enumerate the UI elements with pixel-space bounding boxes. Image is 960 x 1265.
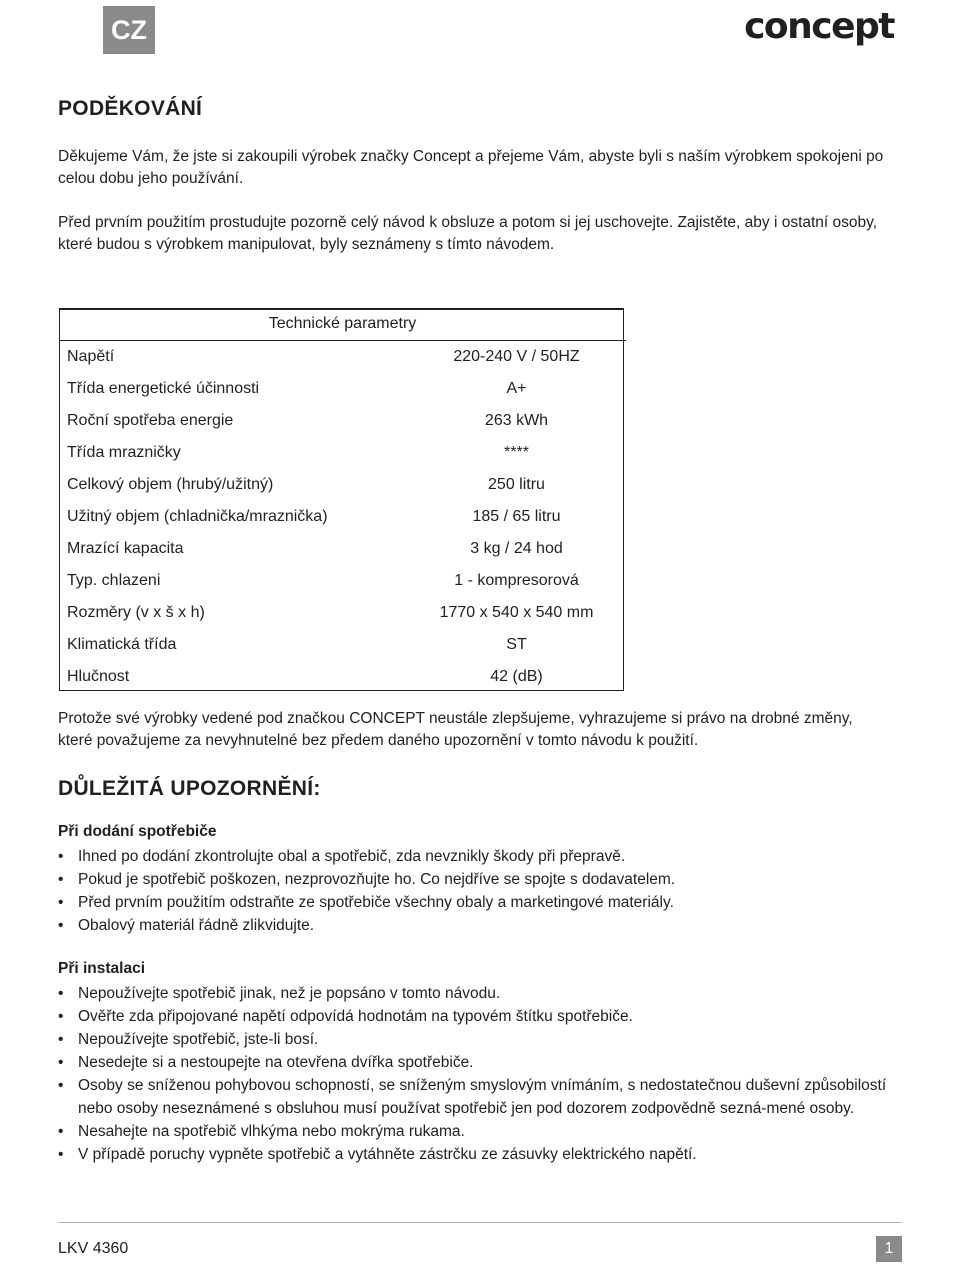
list-item-text: Pokud je spotřebič poškozen, nezprovozňujte ho. Co nejdříve se spojte s dodavatelem. — [78, 871, 676, 888]
list-item — [58, 868, 903, 891]
brand-logo: concept — [744, 6, 894, 47]
spec-label: Třída mrazničky — [67, 444, 181, 461]
thanks-paragraph-1: Děkujeme Vám, že jste si zakoupili výrobek značky Concept a přejeme Vám, abyste byli s naším výrobkem spokojeni po celou dobu jeho používání. — [58, 148, 884, 187]
spec-table — [59, 308, 626, 693]
list-item — [58, 1120, 903, 1143]
spec-row — [59, 373, 626, 405]
bullet-icon: • — [58, 1008, 64, 1025]
thanks-paragraph-2: Před prvním použitím prostudujte pozorně celý návod k obsluze a potom si jej uschovejte. Zajistěte, aby i ostatní osoby, které budou s výrobkem manipulovat, byly seznámeny s tímto návodem. — [58, 214, 878, 253]
list-item-text: Nepoužívejte spotřebič, jste-li bosí. — [78, 1031, 319, 1048]
spec-label: Třída energetické účinnosti — [67, 380, 260, 397]
model-number: LKV 4360 — [58, 1240, 129, 1257]
spec-row — [59, 565, 626, 597]
list-item — [58, 914, 903, 937]
spec-label: Napětí — [67, 348, 115, 365]
bullet-icon: • — [58, 1054, 64, 1071]
list-item-text: Nesahejte na spotřebič vlhkýma nebo mokrýma rukama. — [78, 1123, 465, 1140]
spec-value: 3 kg / 24 hod — [470, 540, 563, 557]
bullet-icon: • — [58, 917, 64, 934]
list-item-text: Ověřte zda připojované napětí odpovídá hodnotám na typovém štítku spotřebiče. — [78, 1008, 633, 1025]
spec-row — [59, 629, 626, 661]
list-item — [58, 982, 903, 1005]
spec-label: Hlučnost — [67, 668, 130, 685]
spec-row — [59, 533, 626, 565]
list-item-text: Obalový materiál řádně zlikvidujte. — [78, 917, 315, 934]
language-badge: CZ — [103, 6, 155, 54]
spec-row — [59, 405, 626, 437]
bullet-icon: • — [58, 894, 64, 911]
spec-row — [59, 437, 626, 469]
list-item-text: Nesedejte si a nestoupejte na otevřena dvířka spotřebiče. — [78, 1054, 474, 1071]
spec-value: 220-240 V / 50HZ — [453, 348, 580, 365]
section-title-thanks: PODĚKOVÁNÍ — [58, 97, 203, 120]
list-item — [58, 845, 903, 868]
notice-paragraph: Protože své výrobky vedené pod značkou CONCEPT neustále zlepšujeme, vyhrazujeme si právo na drobné změny, které považujeme za nevyhnutelné bez předem daného upozornění v tomto návodu k použití. — [58, 710, 853, 749]
spec-label: Celkový objem (hrubý/užitný) — [67, 476, 274, 493]
bullet-icon: • — [58, 1146, 64, 1163]
spec-value: 1 - kompresorová — [454, 572, 579, 589]
list-item-text: Nepoužívejte spotřebič jinak, než je popsáno v tomto návodu. — [78, 985, 501, 1002]
spec-row — [59, 469, 626, 501]
page-header — [0, 0, 960, 56]
list-item — [58, 1005, 903, 1028]
bullet-icon: • — [58, 871, 64, 888]
spec-table-header — [59, 308, 626, 341]
spec-label: Klimatická třída — [67, 636, 177, 653]
spec-row — [59, 341, 626, 374]
subheading-installation: Při instalaci — [58, 960, 146, 977]
list-item — [58, 1074, 903, 1120]
installation-list — [58, 982, 903, 1166]
bullet-icon: • — [58, 1123, 64, 1140]
subheading-delivery: Při dodání spotřebiče — [58, 823, 217, 840]
footer-divider — [58, 1222, 902, 1223]
spec-value: 1770 x 540 x 540 mm — [439, 604, 594, 621]
bullet-icon: • — [58, 848, 64, 865]
bullet-icon: • — [58, 985, 64, 1002]
spec-label: Užitný objem (chladnička/mraznička) — [67, 508, 328, 525]
spec-value: ST — [506, 636, 527, 653]
spec-label: Mrazící kapacita — [67, 540, 184, 557]
bullet-icon: • — [58, 1031, 64, 1048]
spec-value: A+ — [506, 380, 527, 397]
bullet-icon: • — [58, 1077, 64, 1094]
list-item-text: Osoby se sníženou pohybovou schopností, se sníženým smyslovým vnímáním, s nedostatečnou duševní způsobilostí nebo osoby neseznámené s obsluhou musí používat spotřebič jen pod dozorem zodpovědně sezná-mené osoby. — [78, 1077, 887, 1117]
spec-table-title: Technické parametry — [59, 308, 626, 341]
spec-value: 250 litru — [488, 476, 545, 493]
spec-value: 42 (dB) — [490, 668, 543, 685]
list-item-text: Ihned po dodání zkontrolujte obal a spotřebič, zda nevznikly škody při přepravě. — [78, 848, 626, 865]
spec-label: Roční spotřeba energie — [67, 412, 234, 429]
section-title-warnings: DŮLEŽITÁ UPOZORNĚNÍ: — [58, 777, 321, 800]
spec-row — [59, 501, 626, 533]
list-item — [58, 1051, 903, 1074]
page-number: 1 — [876, 1236, 902, 1262]
spec-value: 185 / 65 litru — [472, 508, 561, 525]
list-item-text: V případě poruchy vypněte spotřebič a vytáhněte zástrčku ze zásuvky elektrického napětí. — [78, 1146, 697, 1163]
delivery-list — [58, 845, 903, 937]
list-item — [58, 1028, 903, 1051]
list-item — [58, 1143, 903, 1166]
spec-row — [59, 597, 626, 629]
list-item-text: Před prvním použitím odstraňte ze spotřebiče všechny obaly a marketingové materiály. — [78, 894, 674, 911]
list-item — [58, 891, 903, 914]
spec-value: 263 kWh — [484, 412, 549, 429]
spec-label: Typ. chlazeni — [67, 572, 161, 589]
spec-value: **** — [504, 444, 529, 461]
spec-label: Rozměry (v x š x h) — [67, 604, 205, 621]
spec-row — [59, 661, 626, 693]
